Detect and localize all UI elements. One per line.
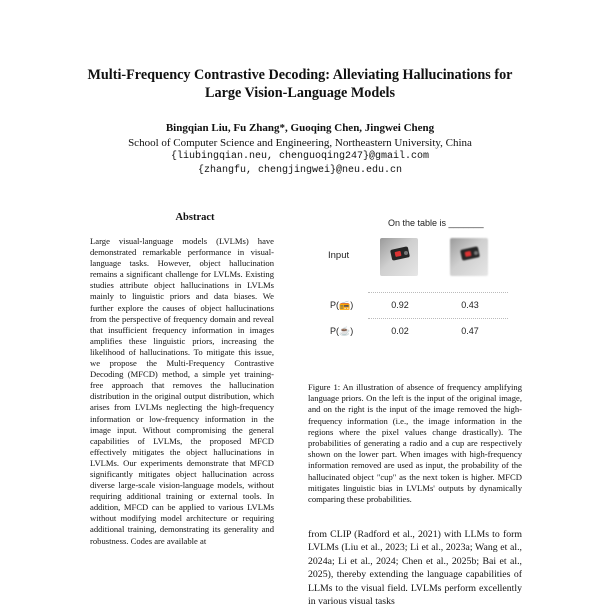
divider	[368, 292, 508, 293]
abstract-text: Large visual-language models (LVLMs) have demonstrated remarkable performance in visual-language tasks. However, object hallucination remains a significant challenge for LVLMs. Existing studies attribute object hallucinations in LVLMs mainly to linguistic priors and data biases. We further explore the causes of object hallucinations from the perspective of frequency domain and reveal that insufficient frequency information in images amplifies these linguistic priors, increasing the likelihood of hallucinations. To mitigate this issue, we propose the Multi-Frequency Contrastive Decoding (MFCD) method, a simple yet training-free approach that removes the hallucination distribution in the original output distribution, which arises from LVLMs neglecting the high-frequency information or low-frequency information in the image input. Without compromising the general capabilities of LVLMs, the proposed MFCD effectively mitigates the object hallucinations in LVLMs. Our experiments demonstrate that MFCD significantly mitigates object hallucination across diverse large-scale vision-language models, without requiring additional training or external tools. In addition, MFCD can be applied to various LVLMs without modifying model architecture or requiring additional training, demonstrating its generality and robustness. Codes are available at	[90, 236, 274, 546]
paper-title	[40, 66, 560, 102]
email-line-1: {liubingqian.neu, chenguoqing247}@gmail.com	[170, 151, 430, 162]
body-paragraph: from CLIP (Radford et al., 2021) with LLMs to form LVLMs (Liu et al., 2023; Li et al., 2023a; Wang et al., 2024a; Li et al., 2024; Chen et al., 2025b; Bai et al., 2025), thereby extending the language capabilities of LLMs to the visual field. LVLMs perform excellently in various visual tasks	[308, 529, 522, 608]
low-frequency-image	[450, 238, 488, 276]
prob-cup-original: 0.02	[391, 326, 409, 336]
figure-prompt: On the table is _______	[388, 218, 484, 228]
figure-input-label: Input	[328, 250, 350, 261]
prob-label-cup: P(☕)	[330, 326, 354, 336]
divider	[368, 318, 508, 319]
abstract-heading: Abstract	[175, 212, 215, 223]
author-list: Bingqian Liu, Fu Zhang*, Guoqing Chen, Jingwei Cheng	[165, 122, 435, 134]
figure-1	[308, 212, 520, 362]
email-line-2: {zhangfu, chengjingwei}@neu.edu.cn	[197, 165, 403, 176]
prob-cup-filtered: 0.47	[461, 326, 479, 336]
prob-radio-original: 0.92	[391, 300, 409, 310]
dial-icon	[404, 251, 408, 255]
figure-caption: Figure 1: An illustration of absence of frequency amplifying language priors. On the left is the input of the original image, and on the right is the input of the image removed the high-frequency information (i.e., the image information in the regions where the pixel values change drastically). The probabilities of generating a radio and a cup are respectively shown on the lower part. When images with high-frequency information removed are used as input, the probability of the hallucinated object "cup" as the next token is higher. MFCD mitigates linguistic bias in LVLMs' outputs by dynamically comparing these probabilities.	[308, 382, 522, 505]
title-line-2: Large Vision-Language Models	[205, 85, 395, 101]
original-image	[380, 238, 418, 276]
title-line-1: Multi-Frequency Contrastive Decoding: Alleviating Hallucinations for	[87, 67, 513, 83]
prob-radio-filtered: 0.43	[461, 300, 479, 310]
prob-label-radio: P(📻)	[330, 300, 354, 310]
dial-icon	[474, 251, 478, 255]
affiliation-block	[40, 136, 560, 178]
affiliation: School of Computer Science and Engineering, Northeastern University, China	[128, 137, 472, 149]
